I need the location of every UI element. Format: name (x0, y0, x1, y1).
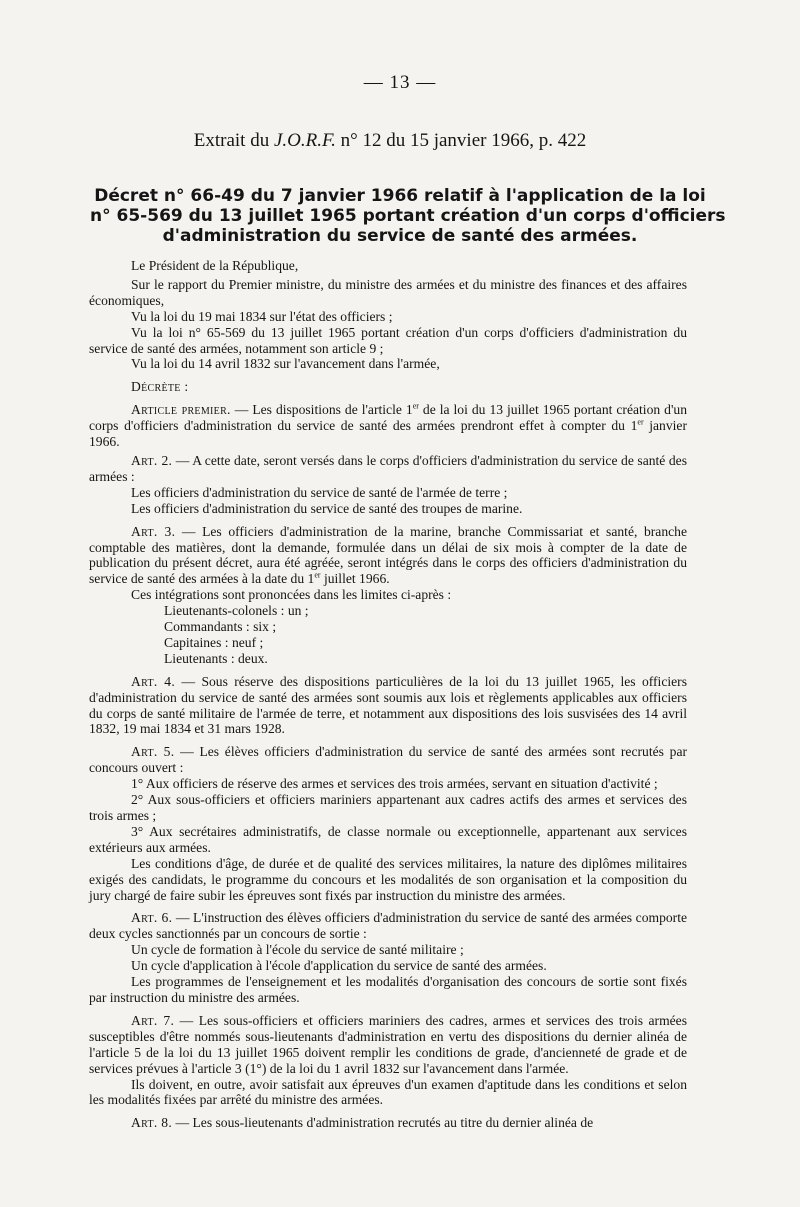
preamble-vu-3: Vu la loi du 14 avril 1832 sur l'avancement dans l'armée, (131, 356, 440, 372)
article-5-item-1: 1° Aux officiers de réserve des armes et services des trois armées, servant en situation d'activité ; (131, 776, 658, 792)
title-line-1: Décret n° 66-49 du 7 janvier 1966 relatif à l'application de la loi (94, 186, 706, 206)
article-1: Article premier. — Les dispositions de l'article 1er de la loi du 13 juillet 1965 portant création d'un corps d'officiers d'administration du service de santé des armées prendront effet à compter du 1er janvier 1966. (89, 401, 688, 450)
decree-title (90, 186, 726, 246)
decree-body (89, 258, 687, 1131)
article-5-item-3: 3° Aux secrétaires administratifs, de classe normale ou exceptionnelle, appartenant aux services extérieurs aux armées. (89, 823, 687, 855)
article-8-label: Art. 8. (131, 1115, 173, 1131)
source-reference (0, 130, 780, 152)
title-line-2: n° 65-569 du 13 juillet 1965 portant création d'un corps d'officiers (90, 206, 726, 226)
article-2-item-2: Les officiers d'administration du service de santé des troupes de marine. (131, 500, 523, 516)
preamble-rapport: Sur le rapport du Premier ministre, du ministre des armées et du ministre des finances et des affaires économiques, (89, 276, 687, 308)
article-6-item-2: Un cycle d'application à l'école d'application du service de santé des armées. (131, 958, 547, 974)
article-5-conditions: Les conditions d'âge, de durée et de qualité des services militaires, la nature des diplômes militaires exigés des candidats, le programme du concours et les modalités de son organisation et la composition du jury chargé de faire subir les épreuves sont fixés par instruction du ministre des armées. (89, 855, 687, 903)
article-3-limits: Ces intégrations sont prononcées dans les limites ci-après : (131, 587, 452, 603)
article-6: Art. 6. — L'instruction des élèves officiers d'administration du service de santé des armées comporte deux cycles sanctionnés par un concours de sortie : (89, 910, 687, 942)
rank-item: Lieutenants-colonels : un ; (164, 603, 309, 619)
article-6-item-1: Un cycle de formation à l'école du service de santé militaire ; (131, 942, 464, 958)
title-line-3: d'administration du service de santé des armées. (162, 226, 638, 246)
preamble-vu-2: Vu la loi n° 65-569 du 13 juillet 1965 portant création d'un corps d'officiers d'administration du service de santé des armées, notamment son article 9 ; (89, 324, 687, 356)
rank-item: Commandants : six ; (164, 619, 277, 635)
article-2-item-1: Les officiers d'administration du service de santé de l'armée de terre ; (131, 484, 508, 500)
article-4: Art. 4. — Sous réserve des dispositions particulières de la loi du 13 juillet 1965, les officiers d'administration du service de santé des armées sont soumis aux lois et règlements applicables aux officiers du corps de santé militaire de l'armée de terre, et notamment aux dispositions des lois susvisées des 14 avril 1832, 19 mai 1834 et 31 mars 1928. (89, 673, 687, 737)
article-6-programs: Les programmes de l'enseignement et les modalités d'organisation des concours de sortie sont fixés par instruction du ministre des armées. (89, 974, 687, 1005)
article-6-label: Art. 6. (131, 910, 173, 926)
source-prefix: Extrait du (193, 130, 274, 151)
article-4-label: Art. 4. (131, 673, 176, 689)
rank-item: Capitaines : neuf ; (164, 634, 264, 650)
article-2: Art. 2. — A cette date, seront versés dans le corps d'officiers d'administration du service de santé des armées : (89, 452, 688, 484)
article-5-item-2: 2° Aux sous-officiers et officiers mariniers appartenant aux cadres actifs des armes et services des trois armes ; (89, 792, 687, 823)
article-1-label: Article premier. (131, 402, 231, 418)
source-suffix: n° 12 du 15 janvier 1966, p. 422 (335, 130, 587, 151)
article-7-label: Art. 7. (131, 1012, 175, 1028)
article-5: Art. 5. — Les élèves officiers d'administration du service de santé des armées sont recrutés par concours ouvert : (89, 744, 688, 776)
rank-item: Lieutenants : deux. (164, 650, 268, 666)
article-7-exam: Ils doivent, en outre, avoir satisfait aux épreuves d'un examen d'aptitude dans les conditions et selon les modalités fixées par arrêté du ministre des armées. (89, 1076, 687, 1108)
article-5-label: Art. 5. (131, 744, 175, 760)
article-7: Art. 7. — Les sous-officiers et officiers mariniers des cadres, armes et services des trois armées susceptibles d'être nommés sous-lieutenants d'administration en vertu des dispositions du dernier alinéa de l'article 5 de la loi du 13 juillet 1965 doivent remplir les conditions de grade, d'ancienneté de grade et de services prévues à l'article 3 (1°) de la loi du 1 avril 1832 sur l'avancement dans l'armée. (89, 1012, 687, 1076)
page-number: — 13 — (363, 72, 437, 93)
article-3-label: Art. 3. (131, 523, 176, 539)
source-journal: J.O.R.F. (273, 130, 336, 151)
article-8: Art. 8. — Les sous-lieutenants d'administration recrutés au titre du dernier alinéa de (131, 1115, 594, 1131)
preamble-decrete: Décrète : (131, 379, 189, 395)
article-3: Art. 3. — Les officiers d'administration de la marine, branche Commissariat et santé, branche comptable des matières, dont la demande, formulée dans un délai de six mois à compter de la date de publication du présent décret, aura été agréée, seront intégrés dans le corps des officiers d'administration du service de santé des armées à la date du 1er juillet 1966. (89, 523, 687, 587)
preamble-vu-1: Vu la loi du 19 mai 1834 sur l'état des officiers ; (131, 308, 393, 324)
article-2-label: Art. 2. (131, 452, 173, 468)
preamble-president: Le Président de la République, (131, 258, 299, 273)
